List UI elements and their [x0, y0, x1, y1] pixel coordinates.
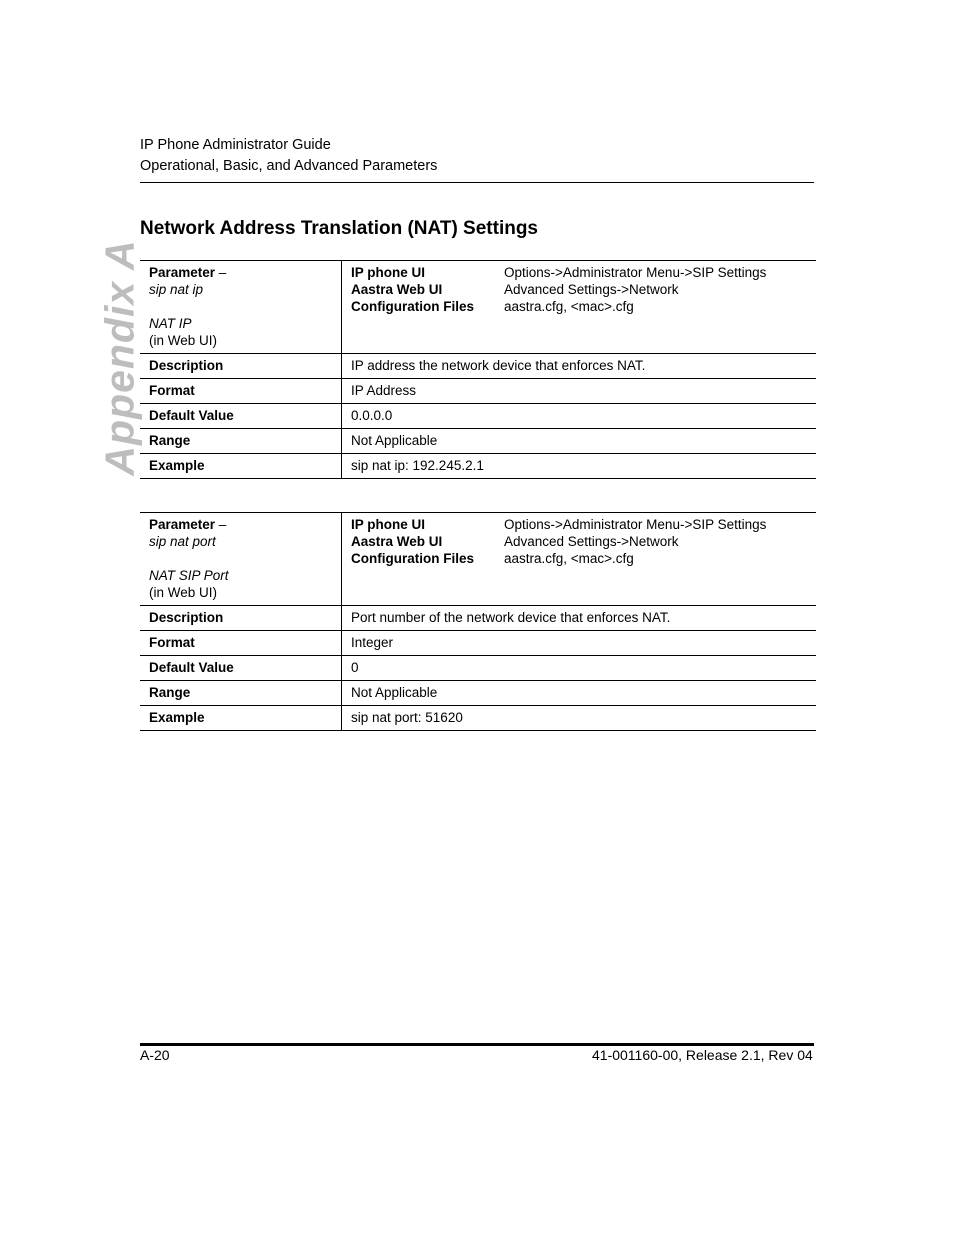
path-value: Advanced Settings->Network	[504, 534, 679, 549]
row-label: Range	[140, 429, 342, 454]
table-row	[140, 404, 816, 429]
row-value: Not Applicable	[342, 429, 817, 454]
parameter-dash: –	[215, 265, 227, 280]
table-row	[140, 631, 816, 656]
row-label: Description	[140, 606, 342, 631]
path-key: IP phone UI	[351, 265, 426, 280]
row-value: IP address the network device that enforces NAT.	[342, 354, 817, 379]
row-value: 0.0.0.0	[342, 404, 817, 429]
row-label: Description	[140, 354, 342, 379]
parameter-label: Parameter	[149, 517, 216, 532]
path-value: Options->Administrator Menu->SIP Settings	[504, 265, 767, 280]
parameter-table-sip-nat-ip	[140, 260, 816, 479]
path-value: Advanced Settings->Network	[504, 282, 679, 297]
path-value: Options->Administrator Menu->SIP Settings	[504, 517, 767, 532]
header-guide-title: IP Phone Administrator Guide	[140, 137, 331, 153]
row-label: Example	[140, 454, 342, 479]
row-value: IP Address	[342, 379, 817, 404]
footer-page-number: A-20	[140, 1047, 170, 1063]
row-label: Format	[140, 631, 342, 656]
parameter-dash: –	[215, 517, 227, 532]
table-row	[140, 261, 816, 354]
path-value: aastra.cfg, <mac>.cfg	[504, 299, 634, 314]
header-divider	[140, 182, 814, 183]
parameter-name-cell	[140, 513, 342, 606]
footer-divider	[140, 1043, 814, 1046]
row-value: Integer	[342, 631, 817, 656]
footer-document-id: 41-001160-00, Release 2.1, Rev 04	[592, 1047, 813, 1063]
row-label: Example	[140, 706, 342, 731]
table-row	[140, 706, 816, 731]
parameter-label: Parameter	[149, 265, 216, 280]
parameter-webui-suffix: (in Web UI)	[149, 333, 218, 348]
parameter-name-cell	[140, 261, 342, 354]
path-key: Configuration Files	[351, 299, 474, 314]
row-label: Default Value	[140, 656, 342, 681]
section-title: Network Address Translation (NAT) Settings	[140, 218, 538, 239]
parameter-config-name: sip nat port	[149, 534, 216, 549]
parameter-table-sip-nat-port	[140, 512, 816, 731]
row-value: sip nat ip: 192.245.2.1	[342, 454, 817, 479]
parameter-path-cell	[342, 261, 817, 354]
row-value: Port number of the network device that enforces NAT.	[342, 606, 817, 631]
row-value: Not Applicable	[342, 681, 817, 706]
table-row	[140, 606, 816, 631]
row-label: Range	[140, 681, 342, 706]
path-value: aastra.cfg, <mac>.cfg	[504, 551, 634, 566]
parameter-webui-name: NAT SIP Port	[149, 568, 229, 583]
path-key: Aastra Web UI	[351, 534, 443, 549]
parameter-config-name: sip nat ip	[149, 282, 204, 297]
table-row	[140, 454, 816, 479]
parameter-webui-name: NAT IP	[149, 316, 192, 331]
path-key: Configuration Files	[351, 551, 474, 566]
path-key: Aastra Web UI	[351, 282, 443, 297]
table-row	[140, 379, 816, 404]
parameter-path-cell	[342, 513, 817, 606]
header-chapter-title: Operational, Basic, and Advanced Parameters	[140, 158, 438, 174]
row-label: Format	[140, 379, 342, 404]
path-key: IP phone UI	[351, 517, 426, 532]
table-row	[140, 354, 816, 379]
parameter-webui-suffix: (in Web UI)	[149, 585, 218, 600]
table-row	[140, 429, 816, 454]
row-value: sip nat port: 51620	[342, 706, 817, 731]
row-value: 0	[342, 656, 817, 681]
table-row	[140, 513, 816, 606]
table-row	[140, 681, 816, 706]
row-label: Default Value	[140, 404, 342, 429]
table-row	[140, 656, 816, 681]
appendix-side-tab-label: Appendix A	[96, 239, 143, 476]
appendix-side-tab	[96, 239, 143, 476]
